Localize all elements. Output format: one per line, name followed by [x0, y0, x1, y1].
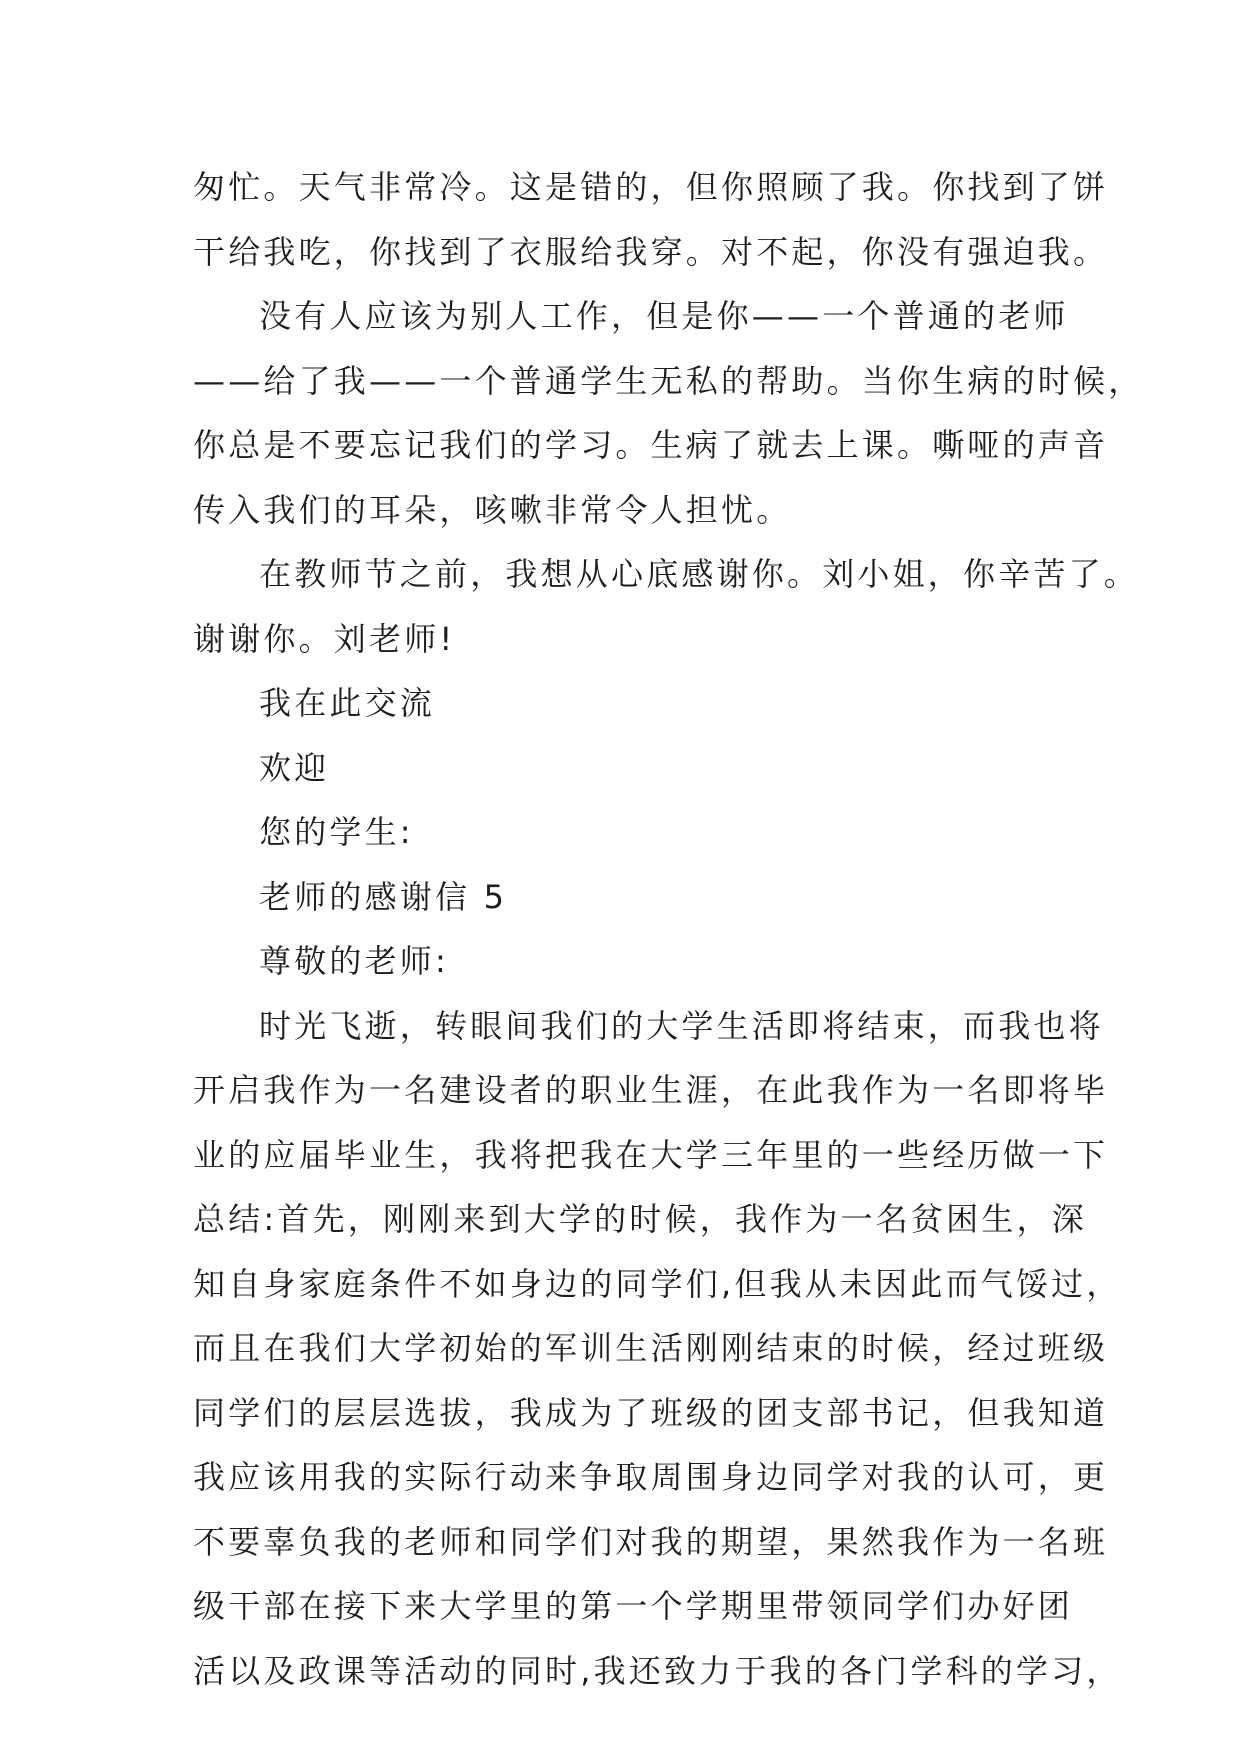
text-line: 时光飞逝，转眼间我们的大学生活即将结束，而我也将 — [259, 1006, 1104, 1045]
text-line: 级干部在接下来大学里的第一个学期里带领同学们办好团 — [193, 1587, 1074, 1625]
text-line: 不要辜负我的老师和同学们对我的期望，果然我作为一名班 — [193, 1522, 1109, 1561]
text-line: 传入我们的耳朵，咳嗽非常令人担忧。 — [193, 490, 792, 529]
text-line: 我应该用我的实际行动来争取周围身边同学对我的认可，更 — [193, 1458, 1109, 1496]
text-line: 您的学生: — [259, 813, 414, 851]
text-line: 同学们的层层选拔，我成为了班级的团支部书记，但我知道 — [193, 1393, 1109, 1432]
salutation: 尊敬的老师: — [259, 942, 449, 980]
text-line: 在教师节之前，我想从心底感谢你。刘小姐，你辛苦了。 — [259, 555, 1140, 593]
text-line: 而且在我们大学初始的军训生活刚刚结束的时候，经过班级 — [193, 1329, 1109, 1367]
text-line: 匆忙。天气非常冷。这是错的，但你照顾了我。你找到了饼 — [193, 168, 1109, 206]
section-heading: 老师的感谢信 5 — [259, 877, 508, 916]
text-line: 谢谢你。刘老师! — [193, 619, 456, 658]
document-body — [193, 155, 1144, 1703]
text-line: 业的应届毕业生，我将把我在大学三年里的一些经历做一下 — [193, 1135, 1109, 1174]
text-line: 没有人应该为别人工作，但是你——一个普通的老师 — [259, 297, 1069, 335]
text-line: 总结:首先，刚刚来到大学的时候，我作为一名贫困生，深 — [193, 1200, 1087, 1238]
text-line: 欢迎 — [259, 748, 330, 787]
text-line: 活以及政课等活动的同时,我还致力于我的各门学科的学习， — [193, 1651, 1122, 1690]
text-line: 开启我作为一名建设者的职业生涯，在此我作为一名即将毕 — [193, 1071, 1109, 1109]
text-line: 知自身家庭条件不如身边的同学们,但我从未因此而气馁过， — [193, 1264, 1122, 1303]
text-line: 干给我吃，你找到了衣服给我穿。对不起，你没有强迫我。 — [193, 232, 1109, 271]
text-line: ——给了我——一个普通学生无私的帮助。当你生病的时候， — [193, 361, 1144, 400]
text-line: 你总是不要忘记我们的学习。生病了就去上课。嘶哑的声音 — [193, 426, 1109, 464]
text-line: 我在此交流 — [259, 684, 436, 722]
